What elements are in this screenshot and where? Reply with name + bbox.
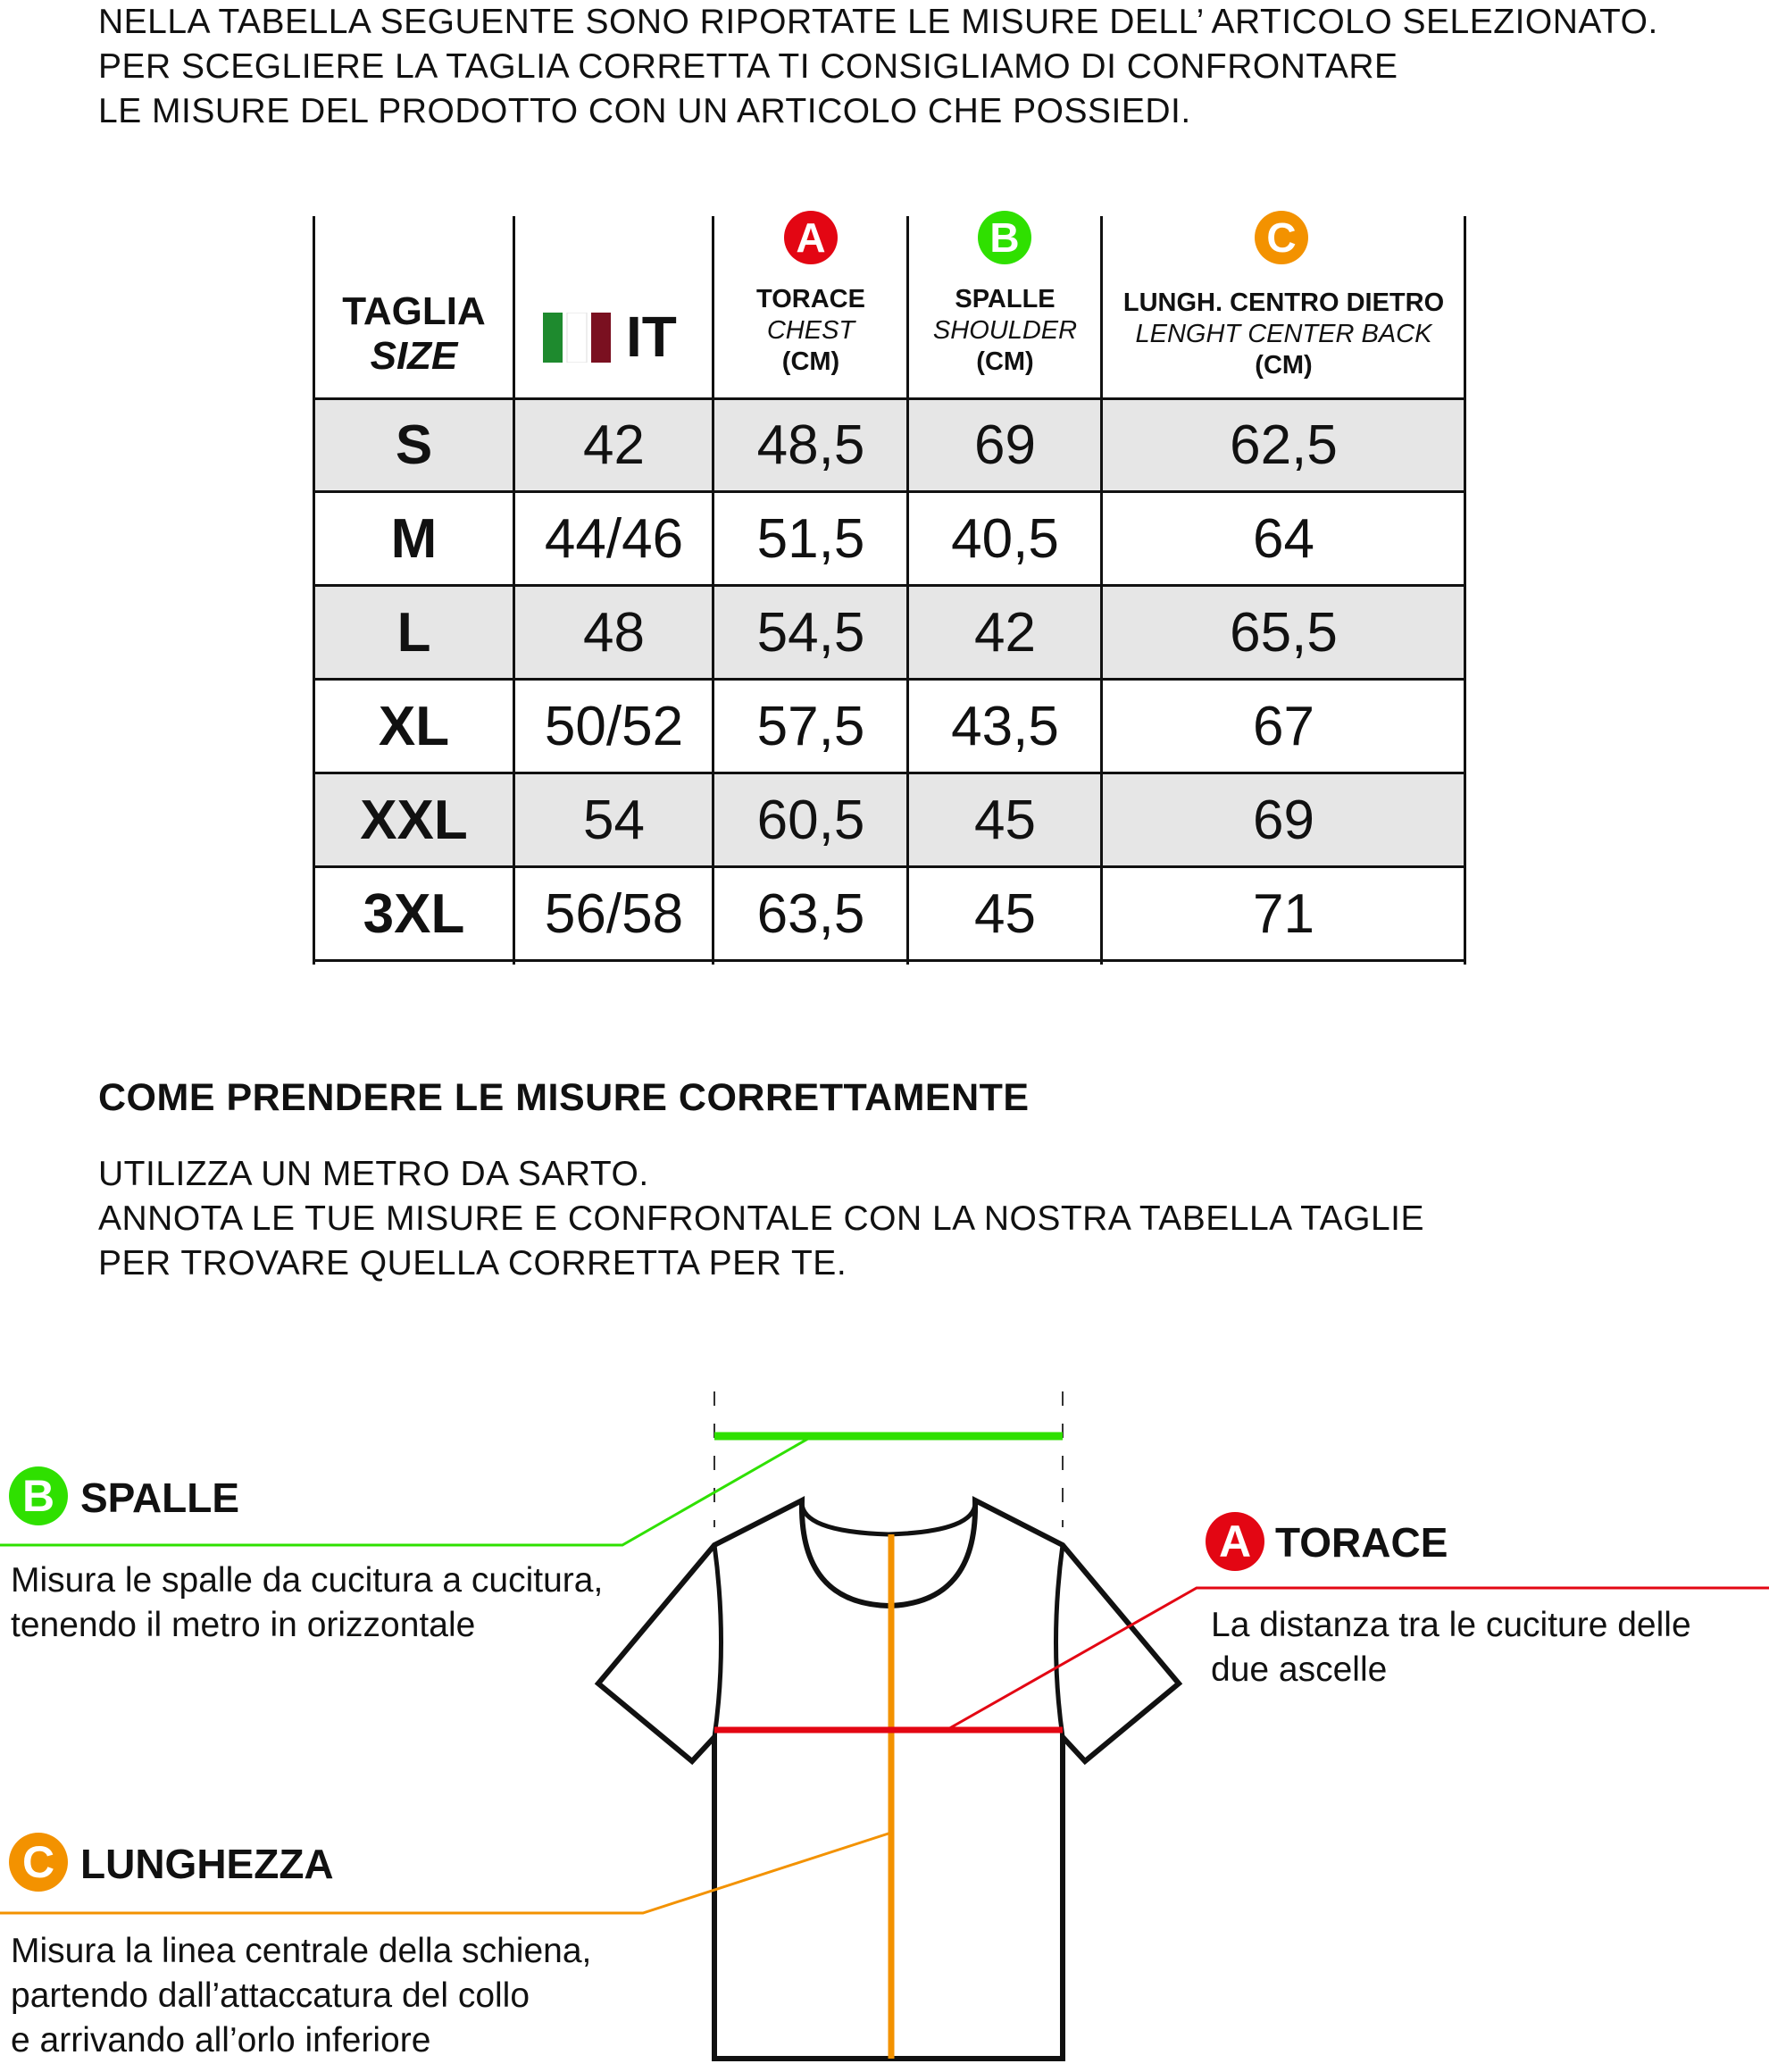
header-shoulder-unit: (CM): [976, 347, 1034, 376]
header-size-label: TAGLIA: [342, 289, 486, 333]
shoulder-desc-line: Misura le spalle da cucitura a cucitura,: [11, 1561, 604, 1600]
badge-c-icon: C: [1255, 211, 1308, 264]
header-length-label: LUNGH. CENTRO DIETRO: [1122, 288, 1445, 317]
length-title: LUNGHEZZA: [80, 1841, 334, 1887]
intro-text: [98, 0, 1658, 134]
cell-shoulder: 42: [974, 601, 1036, 664]
header-chest-unit: (CM): [781, 347, 840, 376]
cell-shoulder: 40,5: [951, 507, 1059, 570]
badge-b-icon: B: [9, 1466, 68, 1525]
cell-size: L: [396, 601, 431, 664]
cell-chest: 51,5: [756, 507, 865, 570]
section-title: COME PRENDERE LE MISURE CORRETTAMENTE: [98, 1076, 1030, 1119]
cell-it: 48: [583, 601, 645, 664]
header-it: [514, 216, 713, 399]
shoulder-title: SPALLE: [80, 1475, 240, 1521]
intro-line: NELLA TABELLA SEGUENTE SONO RIPORTATE LE MISURE DELL’ ARTICOLO SELEZIONATO.: [98, 3, 1658, 41]
cell-it: 56/58: [544, 882, 684, 945]
header-it-label: IT: [626, 305, 677, 369]
cell-size: XL: [378, 695, 450, 757]
table-divider: [313, 397, 1465, 400]
instruction-line: PER TROVARE QUELLA CORRETTA PER TE.: [98, 1244, 847, 1282]
cell-size: S: [395, 414, 433, 476]
badge-a-icon: A: [1206, 1512, 1264, 1571]
cell-length: 71: [1253, 882, 1314, 945]
length-desc-line: e arrivando all’orlo inferiore: [11, 2021, 431, 2059]
cell-chest: 54,5: [756, 601, 865, 664]
shoulder-desc-line: tenendo il metro in orizzontale: [11, 1606, 476, 1644]
header-length-label-en: LENGHT CENTER BACK: [1135, 320, 1432, 348]
cell-size: XXL: [360, 789, 468, 851]
badge-b-icon: B: [978, 211, 1031, 264]
cell-it: 54: [583, 789, 645, 851]
table-row: [313, 493, 1465, 587]
cell-length: 62,5: [1230, 414, 1338, 476]
table-divider: [1100, 216, 1103, 965]
intro-line: PER SCEGLIERE LA TAGLIA CORRETTA TI CONSIGLIAMO DI CONFRONTARE: [98, 47, 1398, 86]
cell-chest: 60,5: [756, 789, 865, 851]
cell-shoulder: 45: [974, 882, 1036, 945]
cell-size: 3XL: [363, 882, 465, 945]
cell-length: 67: [1253, 695, 1314, 757]
header-shoulder-label-en: SHOULDER: [932, 316, 1078, 345]
table-divider: [513, 216, 515, 965]
cell-it: 50/52: [544, 695, 684, 757]
badge-a-icon: A: [784, 211, 838, 264]
table-divider: [906, 216, 909, 965]
header-shoulder: [908, 216, 1102, 399]
table-row: [313, 774, 1465, 868]
cell-length: 64: [1253, 507, 1314, 570]
chest-description: [1211, 1603, 1691, 1692]
instructions: [98, 1152, 1424, 1286]
cell-length: 65,5: [1230, 601, 1338, 664]
cell-shoulder: 45: [974, 789, 1036, 851]
instruction-line: UTILIZZA UN METRO DA SARTO.: [98, 1155, 649, 1193]
instruction-line: ANNOTA LE TUE MISURE E CONFRONTALE CON LA NOSTRA TABELLA TAGLIE: [98, 1199, 1424, 1238]
cell-chest: 57,5: [756, 695, 865, 757]
chest-desc-line: La distanza tra le cuciture delle: [1211, 1606, 1691, 1644]
header-size: [313, 216, 514, 399]
table-divider: [712, 216, 714, 965]
cell-shoulder: 69: [974, 414, 1036, 476]
chest-title: TORACE: [1275, 1519, 1448, 1566]
table-divider: [1464, 216, 1466, 965]
header-chest-label-en: CHEST: [766, 316, 855, 345]
header-chest-label: TORACE: [756, 285, 865, 313]
chest-desc-line: due ascelle: [1211, 1650, 1388, 1689]
intro-line: LE MISURE DEL PRODOTTO CON UN ARTICOLO CHE POSSIEDI.: [98, 92, 1191, 130]
cell-chest: 48,5: [756, 414, 865, 476]
header-size-label-en: SIZE: [370, 334, 458, 378]
italy-flag-icon: [543, 313, 611, 363]
cell-it: 42: [583, 414, 645, 476]
table-header: [313, 216, 1465, 399]
shoulder-description: [11, 1558, 603, 1648]
table-row: [313, 587, 1465, 681]
badge-c-icon: C: [9, 1833, 68, 1892]
cell-length: 69: [1253, 789, 1314, 851]
cell-it: 44/46: [544, 507, 684, 570]
table-row: [313, 681, 1465, 774]
cell-chest: 63,5: [756, 882, 865, 945]
header-chest: [713, 216, 908, 399]
header-shoulder-label: SPALLE: [955, 285, 1056, 313]
cell-shoulder: 43,5: [951, 695, 1059, 757]
table-row: [313, 399, 1465, 493]
cell-size: M: [390, 507, 438, 570]
length-desc-line: partendo dall’attaccatura del collo: [11, 1976, 530, 2015]
table-divider: [313, 216, 315, 965]
header-length: [1102, 216, 1465, 399]
header-length-unit: (CM): [1255, 351, 1313, 380]
table-row: [313, 868, 1465, 962]
length-description: [11, 1929, 591, 2063]
length-desc-line: Misura la linea centrale della schiena,: [11, 1932, 592, 1970]
